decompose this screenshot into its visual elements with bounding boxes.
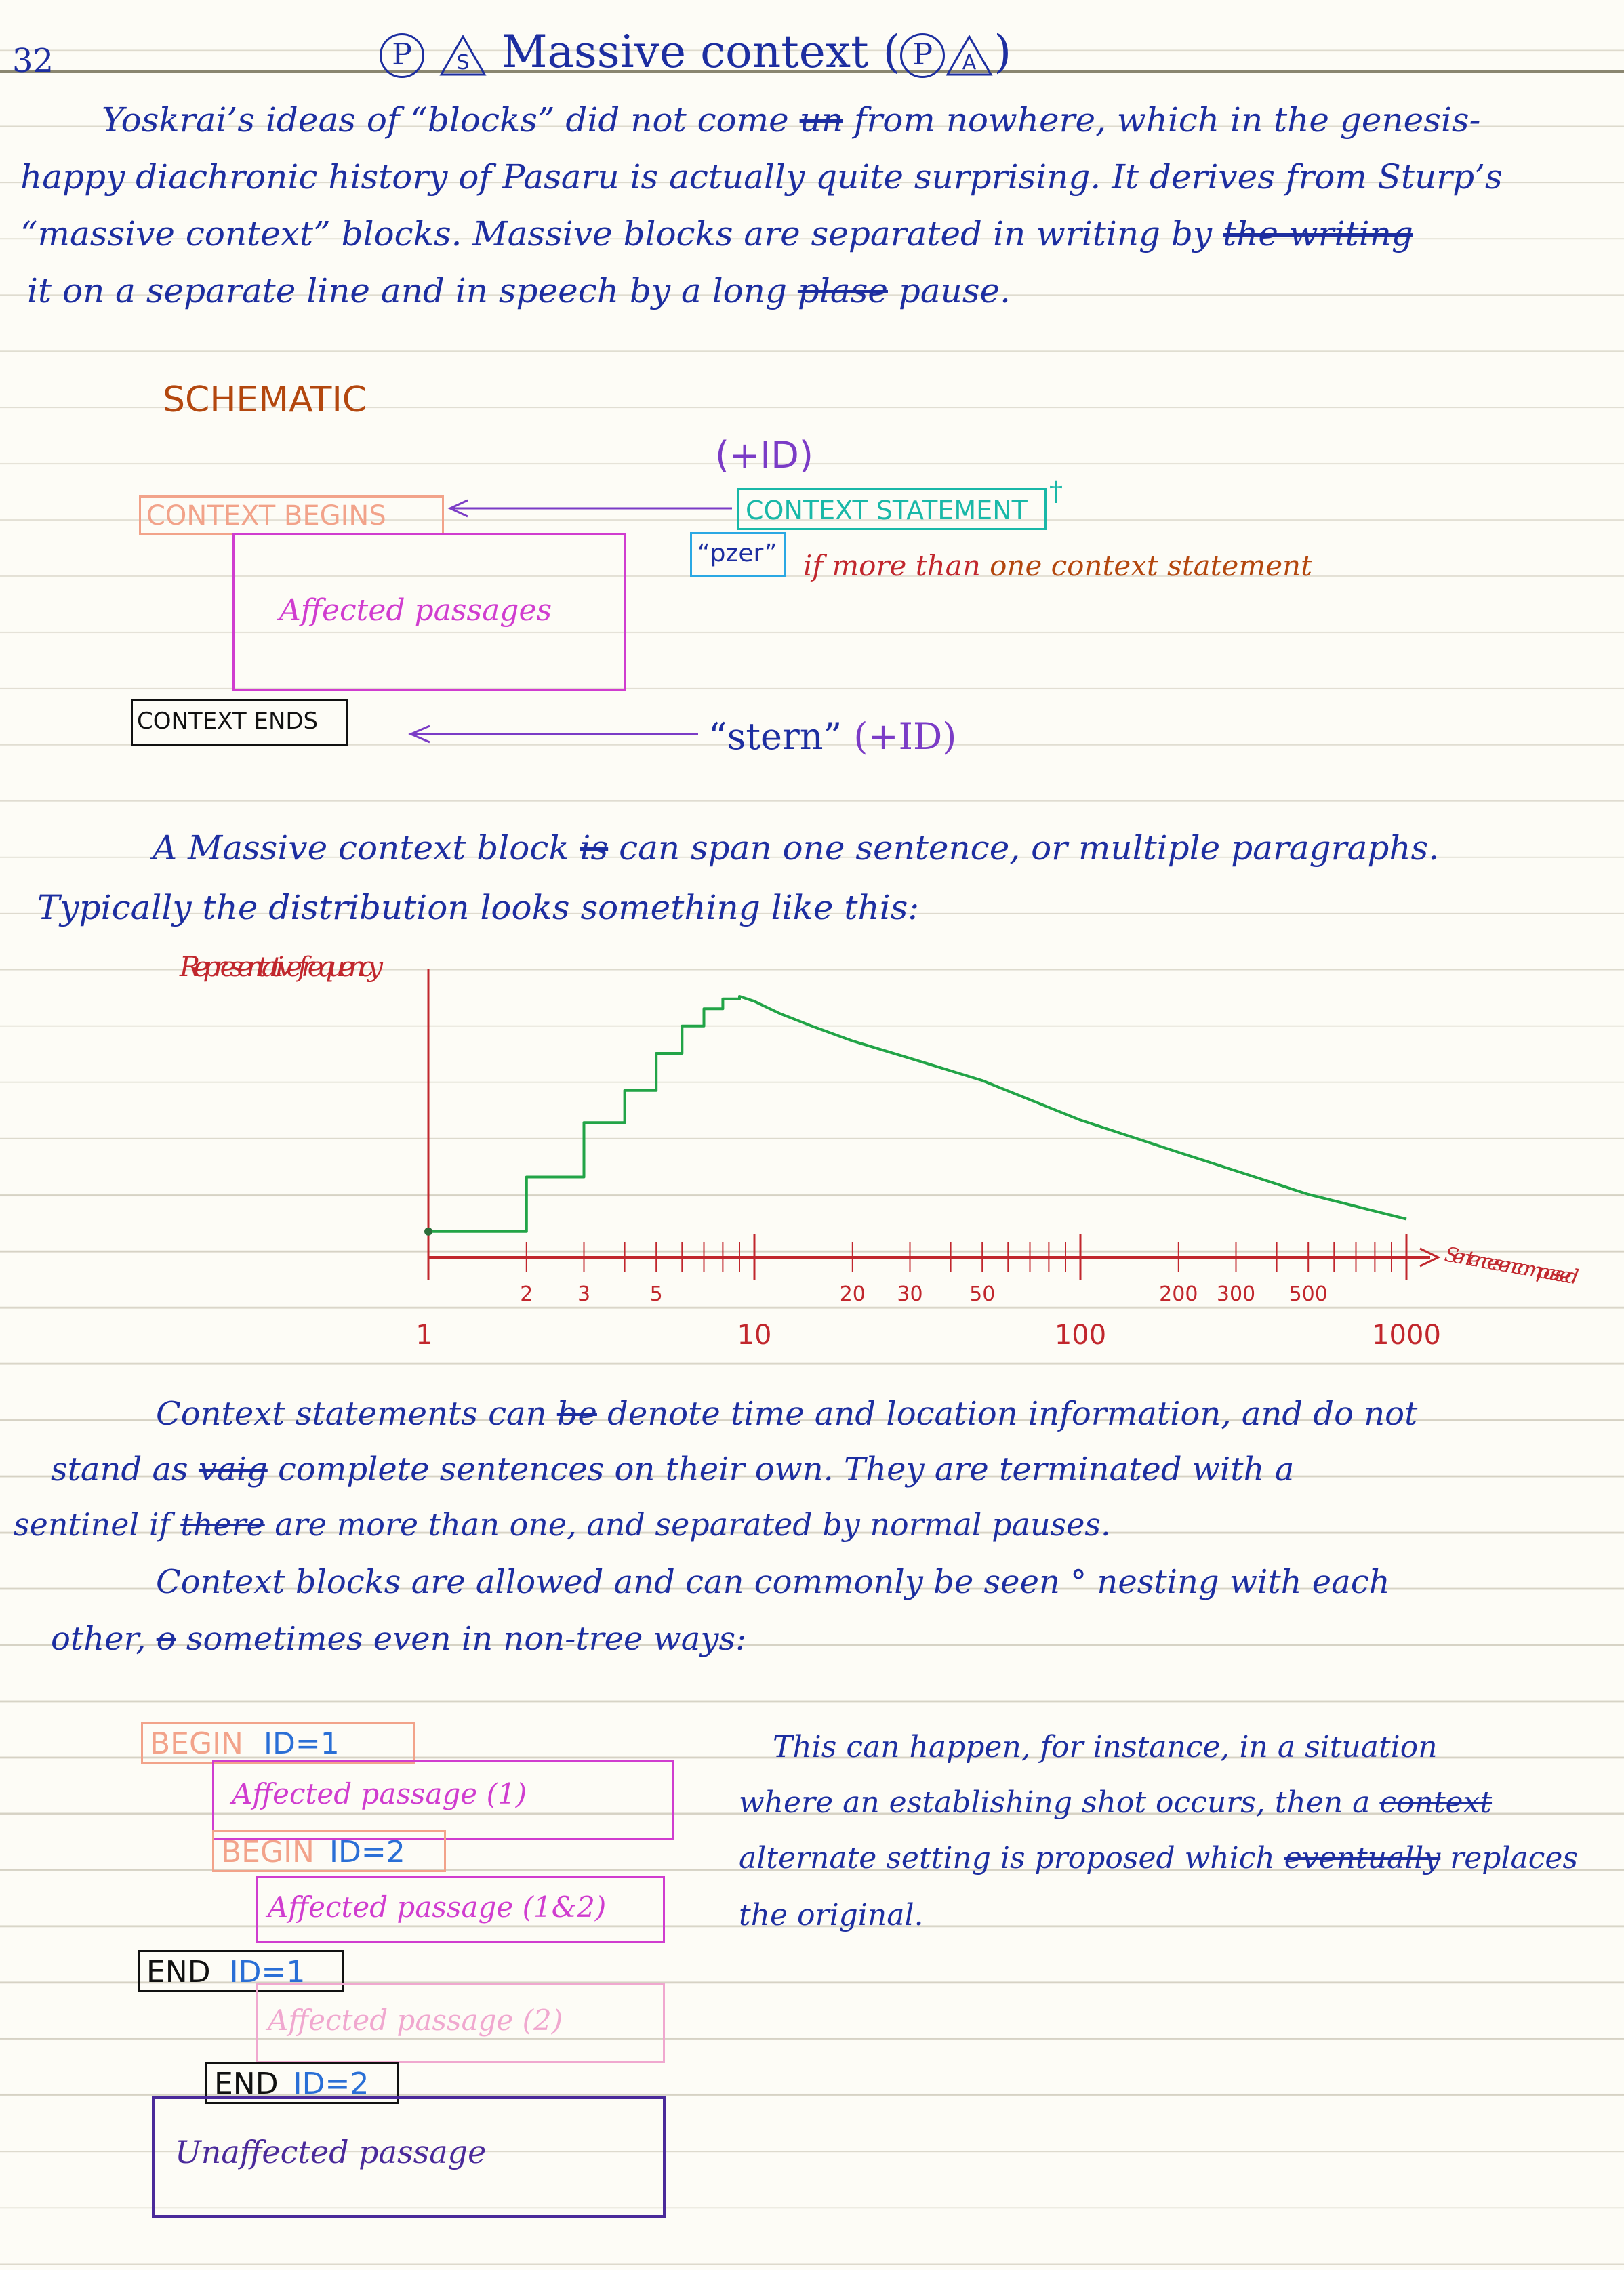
nest-begin-id1-box <box>141 1722 415 1764</box>
context-text-line-5 <box>51 1620 746 1658</box>
page-title: P S Massive context ( P A ) <box>380 26 1011 78</box>
text-segment: This can happen, for instance, in a situation <box>773 1730 1438 1764</box>
end2-id: ID=2 <box>293 2067 369 2101</box>
nest-affected-1-box: Affected passage (1) <box>212 1760 674 1840</box>
begin1-keyword: BEGIN <box>150 1726 243 1761</box>
context-statement-box: CONTEXT STATEMENT <box>737 488 1047 530</box>
text-segment: “massive context” blocks. Massive blocks are separated in writing by <box>20 214 1223 254</box>
text-segment: can span one sentence, or multiple paragraphs. <box>608 828 1440 868</box>
end1-id: ID=1 <box>229 1955 306 1989</box>
begin1-id: ID=1 <box>263 1726 340 1761</box>
minor-tick-label: 3 <box>577 1282 591 1306</box>
text-segment: eventually <box>1284 1841 1441 1876</box>
text-segment: be <box>556 1395 597 1433</box>
start-point <box>424 1228 432 1236</box>
stern-word: “stern” <box>708 715 843 758</box>
pzer-box: “pzer” <box>690 532 786 577</box>
nest-affected-2-box: Affected passage (2) <box>256 1983 665 2063</box>
minor-tick-label: 20 <box>839 1282 866 1306</box>
text-segment: replaces <box>1440 1841 1579 1876</box>
distribution-line <box>428 996 1406 1232</box>
end1-keyword: END <box>146 1955 211 1989</box>
context-text-line-4 <box>156 1563 1390 1601</box>
end2-keyword: END <box>214 2067 279 2101</box>
text-segment: it on a separate line and in speech by a long <box>27 271 798 310</box>
text-segment: alternate setting is proposed which <box>739 1841 1284 1876</box>
nest-affected-1-2-box: Affected passage (1&2) <box>256 1876 665 1943</box>
begin2-keyword: BEGIN <box>221 1835 314 1869</box>
text-segment: plase <box>797 271 888 310</box>
major-tick-label: 1000 <box>1372 1320 1441 1351</box>
text-segment: happy diachronic history of Pasaru is actually quite surprising. It derives from Sturp’s <box>20 157 1503 197</box>
text-segment: there <box>180 1506 265 1543</box>
text-segment: pause. <box>887 271 1011 310</box>
text-segment: denote time and location information, and do not <box>596 1395 1418 1433</box>
s-triangle-letter: S <box>456 51 470 75</box>
text-segment: vaig <box>198 1451 268 1488</box>
side-note-line-3 <box>739 1841 1578 1876</box>
dagger-mark: † <box>1049 476 1063 507</box>
text-segment: A Massive context block <box>153 828 580 868</box>
side-note-line-2 <box>739 1785 1492 1820</box>
context-text-line-2 <box>51 1451 1294 1488</box>
page-number: 32 <box>12 42 54 80</box>
text-segment: Context blocks are allowed and can commonly be seen ° nesting with each <box>156 1563 1390 1601</box>
text-segment: context <box>1379 1785 1493 1820</box>
pzer-note-part-2: one context statement <box>990 549 1312 582</box>
text-segment: un <box>799 100 843 140</box>
text-segment: is <box>580 828 609 868</box>
pzer-note-part-1: if more than <box>803 549 981 582</box>
minor-tick-label: 2 <box>520 1282 533 1306</box>
text-segment: other, <box>51 1620 157 1658</box>
text-segment: Context statements can <box>156 1395 557 1433</box>
minor-tick-label: 300 <box>1216 1282 1256 1306</box>
nest-unaffected-box: Unaffected passage <box>152 2096 666 2218</box>
schematic-label: SCHEMATIC <box>163 380 367 420</box>
text-segment: the writing <box>1223 214 1413 254</box>
nest-begin-id2-box <box>212 1830 446 1872</box>
minor-tick-label: 5 <box>649 1282 663 1306</box>
text-segment: complete sentences on their own. They are terminated with a <box>267 1451 1295 1488</box>
text-segment: stand as <box>51 1451 199 1488</box>
text-segment: Typically the distribution looks something like this: <box>37 888 920 927</box>
major-tick-label: 10 <box>737 1320 772 1351</box>
minor-tick-label: 50 <box>969 1282 996 1306</box>
context-text-line-1 <box>156 1395 1417 1433</box>
text-segment: from nowhere, which in the genesis- <box>843 100 1481 140</box>
text-segment: o <box>156 1620 176 1658</box>
text-segment: are more than one, and separated by normal pauses. <box>264 1506 1111 1543</box>
title-text: Massive context <box>501 26 869 78</box>
p-circle-icon-2: P <box>900 33 945 78</box>
context-begins-box: CONTEXT BEGINS <box>139 495 444 535</box>
a-triangle-letter: A <box>962 51 977 75</box>
text-segment: Yoskrai’s ideas of “blocks” did not come <box>102 100 800 140</box>
plus-id-label: (+ID) <box>715 434 813 477</box>
text-segment: the original. <box>739 1898 924 1932</box>
context-text-line-3 <box>14 1506 1111 1543</box>
minor-tick-label: 30 <box>897 1282 923 1306</box>
side-note-line-4 <box>739 1898 924 1932</box>
y-axis-label: Representative frequency <box>180 952 383 983</box>
minor-tick-label: 500 <box>1288 1282 1328 1306</box>
side-note-line-1 <box>773 1730 1438 1764</box>
context-ends-box: CONTEXT ENDS <box>131 699 348 746</box>
stern-id: (+ID) <box>853 715 957 758</box>
text-segment: sentinel if <box>14 1506 181 1543</box>
begin2-id: ID=2 <box>329 1835 405 1869</box>
text-segment: sometimes even in non-tree ways: <box>176 1620 747 1658</box>
x-axis-label: Sentences encompassed <box>1442 1242 1581 1290</box>
major-tick-label: 100 <box>1054 1320 1107 1351</box>
minor-tick-label: 200 <box>1159 1282 1198 1306</box>
text-segment: where an establishing shot occurs, then a <box>739 1785 1380 1820</box>
p-circle-icon: P <box>380 33 424 78</box>
major-tick-label: 1 <box>415 1320 433 1351</box>
affected-passages-label: Affected passages <box>279 593 552 628</box>
